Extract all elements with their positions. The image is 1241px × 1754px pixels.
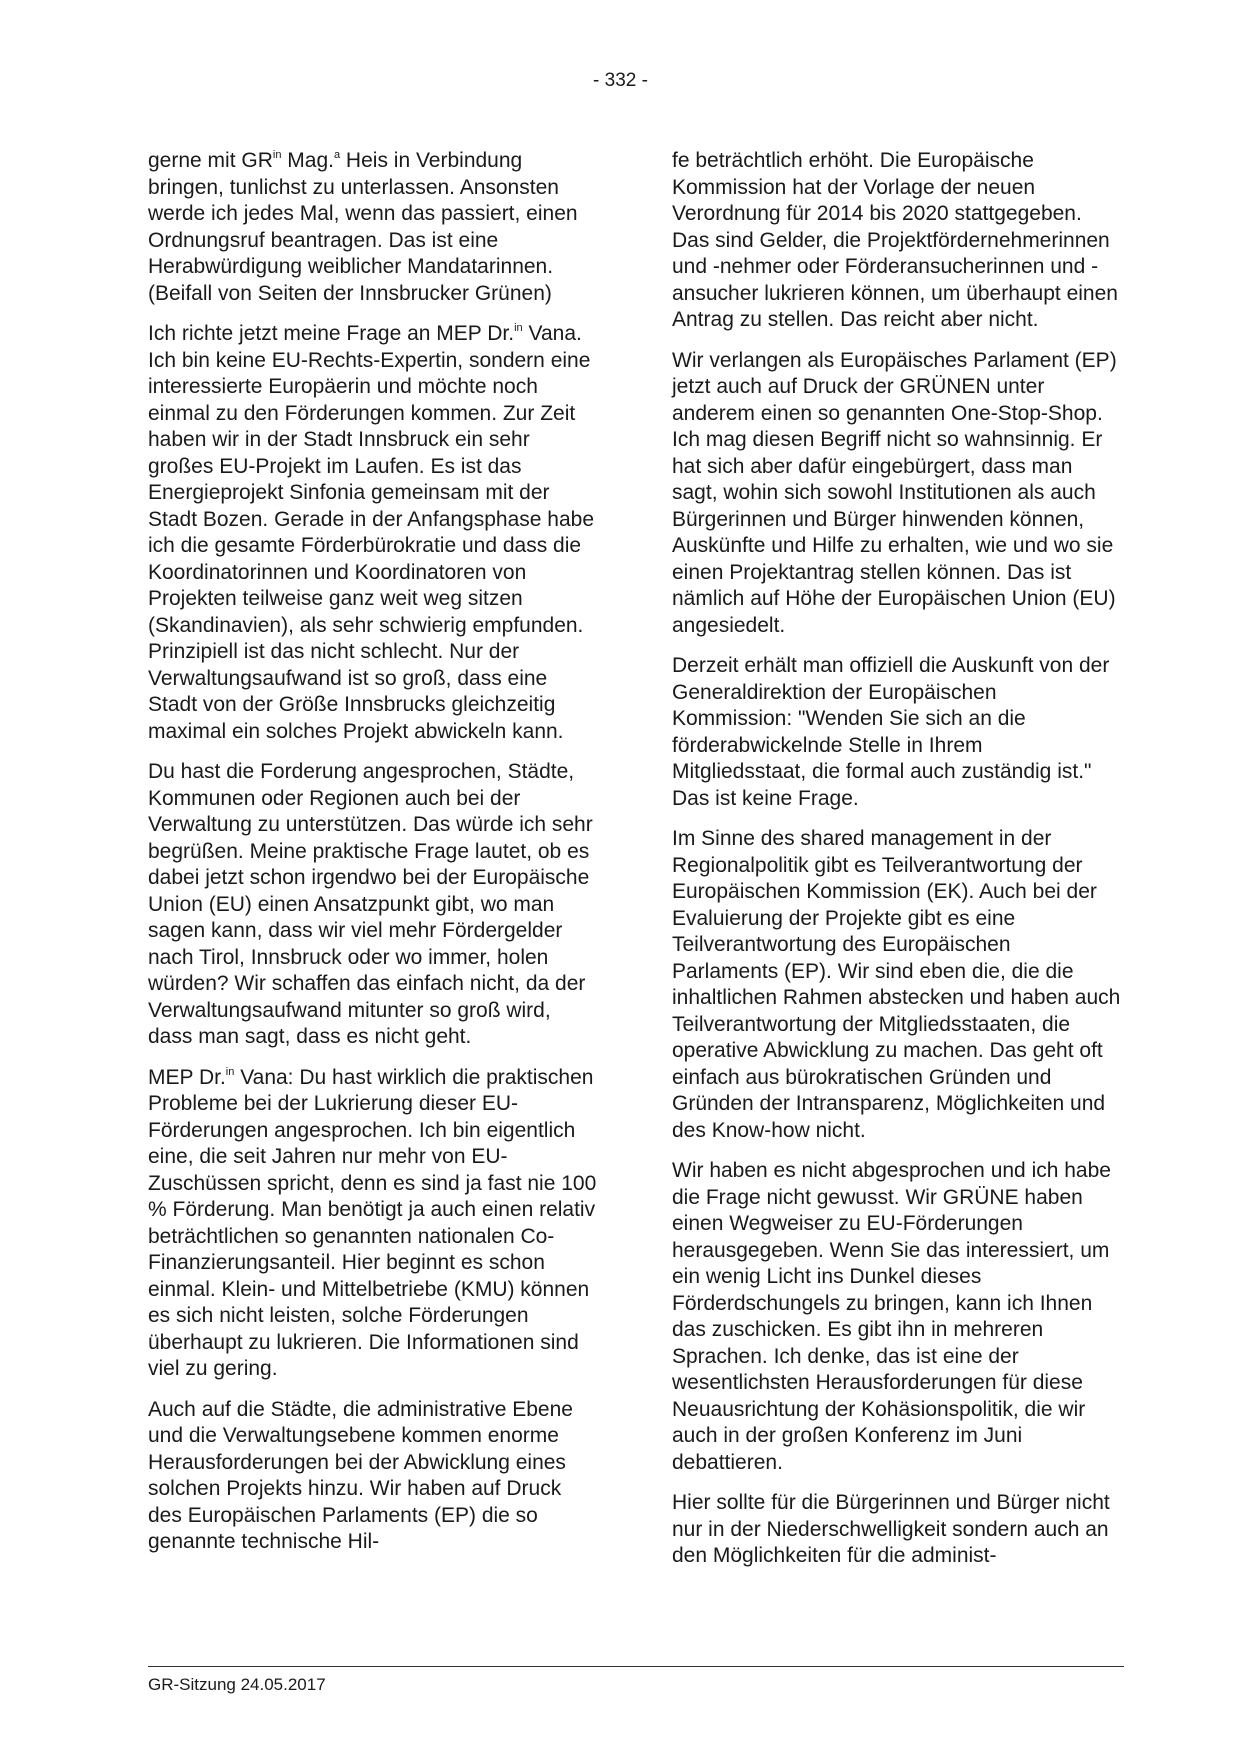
paragraph: Derzeit erhält man offiziell die Auskunft von der Generaldirektion der Europäischen Kommission: "Wenden Sie sich an die förderabwickelnde Stelle in Ihrem Mitgliedsstaat, die formal auch zuständig ist." Das ist keine Frage.	[672, 654, 1110, 810]
page-number: - 332 -	[593, 70, 648, 91]
left-column	[148, 148, 598, 1570]
paragraph: Wir verlangen als Europäisches Parlament (EP) jetzt auch auf Druck der GRÜNEN unter anderem einen so genannten One-Stop-Shop. Ich mag diesen Begriff nicht so wahnsinnig. Er hat sich aber dafür eingebürgert, dass man sagt, wohin sich sowohl Institutionen als auch Bürgerinnen und Bürger hinwenden können, Auskünfte und Hilfe zu erhalten, wie und wo sie einen Projektantrag stellen können. Das ist nämlich auf Höhe der Europäischen Union (EU) angesiedelt.	[672, 348, 1117, 637]
paragraph: gerne mit $GR^{in}$ Mag.$^a$ Heis in Verbindung bringen, tunlichst zu unterlassen. Ansonsten werde ich jedes Mal, wenn das passiert, einen Ordnungsruf beantragen. Das ist eine Herabwürdigung weiblicher Mandatarinnen. (Beifall von Seiten der Innsbrucker Grünen)	[148, 149, 578, 305]
right-column	[672, 148, 1122, 1584]
footer-divider	[148, 1666, 1124, 1667]
paragraph: MEP Dr.$^{in}$ Vana: Du hast wirklich die praktischen Probleme bei der Lukrierung dieser EU-Förderungen angesprochen. Ich bin eigentlich eine, die seit Jahren nur mehr von EU-Zuschüssen spricht, denn es sind ja fast nie 100 % Förderung. Man benötigt ja auch einen relativ beträchtlichen so genannten nationalen Co-Finanzierungsanteil. Hier beginnt es schon einmal. Klein- und Mittelbetriebe (KMU) können es sich nicht leisten, solche Förderungen überhaupt zu lukrieren. Die Informationen sind viel zu gering.	[148, 1065, 597, 1380]
paragraph: Im Sinne des shared management in der Regionalpolitik gibt es Teilverantwortung der Europäischen Kommission (EK). Auch bei der Evaluierung der Projekte gibt es eine Teilverantwortung des Europäischen Parlaments (EP). Wir sind eben die, die die inhaltlichen Rahmen abstecken und haben auch Teilverantwortung der Mitgliedsstaaten, die operative Abwicklung zu machen. Das geht oft einfach aus bürokratischen Gründen und Gründen der Intransparenz, Möglichkeiten und des Know-how nicht.	[672, 827, 1121, 1142]
footer-text: GR-Sitzung 24.05.2017	[148, 1675, 326, 1694]
paragraph: Hier sollte für die Bürgerinnen und Bürger nicht nur in der Niederschwelligkeit sondern auch an den Möglichkeiten für die administ-	[672, 1491, 1110, 1567]
paragraph: fe beträchtlich erhöht. Die Europäische Kommission hat der Vorlage der neuen Verordnung für 2014 bis 2020 stattgegeben. Das sind Gelder, die Projektfördernehmerinnen und -nehmer oder Förderansucherinnen und -ansucher lukrieren können, um überhaupt einen Antrag zu stellen. Das reicht aber nicht.	[672, 149, 1118, 331]
paragraph: Ich richte jetzt meine Frage an MEP Dr.$^{in}$ Vana. Ich bin keine EU-Rechts-Expertin, sondern eine interessierte Europäerin und möchte noch einmal zu den Förderungen kommen. Zur Zeit haben wir in der Stadt Innsbruck ein sehr großes EU-Projekt im Laufen. Es ist das Energieprojekt Sinfonia gemeinsam mit der Stadt Bozen. Gerade in der Anfangsphase habe ich die gesamte Förderbürokratie und dass die Koordinatorinnen und Koordinatoren von Projekten teilweise ganz weit weg sitzen (Skandinavien), als sehr schwierig empfunden. Prinzipiell ist das nicht schlecht. Nur der Verwaltungsaufwand ist so groß, dass eine Stadt von der Größe Innsbrucks gleichzeitig maximal ein solches Projekt abwickeln kann.	[148, 322, 594, 743]
paragraph: Auch auf die Städte, die administrative Ebene und die Verwaltungsebene kommen enorme Herausforderungen bei der Abwicklung eines solchen Projekts hinzu. Wir haben auf Druck des Europäischen Parlaments (EP) die so genannte technische Hil-	[148, 1397, 573, 1553]
paragraph: Du hast die Forderung angesprochen, Städte, Kommunen oder Regionen auch bei der Verwaltung zu unterstützen. Das würde ich sehr begrüßen. Meine praktische Frage lautet, ob es dabei jetzt schon irgendwo bei der Europäische Union (EU) einen Ansatzpunkt gibt, wo man sagen kann, dass wir viel mehr Fördergelder nach Tirol, Innsbruck oder wo immer, holen würden? Wir schaffen das einfach nicht, da der Verwaltungsaufwand mitunter so groß wird, dass man sagt, dass es nicht geht.	[148, 760, 593, 1048]
paragraph: Wir haben es nicht abgesprochen und ich habe die Frage nicht gewusst. Wir GRÜNE haben einen Wegweiser zu EU-Förderungen herausgegeben. Wenn Sie das interessiert, um ein wenig Licht ins Dunkel dieses Förderdschungels zu bringen, kann ich Ihnen das zuschicken. Es gibt ihn in mehreren Sprachen. Ich denke, das ist eine der wesentlichsten Herausforderungen für diese Neuausrichtung der Kohäsionspolitik, die wir auch in der großen Konferenz im Juni debattieren.	[672, 1159, 1111, 1474]
